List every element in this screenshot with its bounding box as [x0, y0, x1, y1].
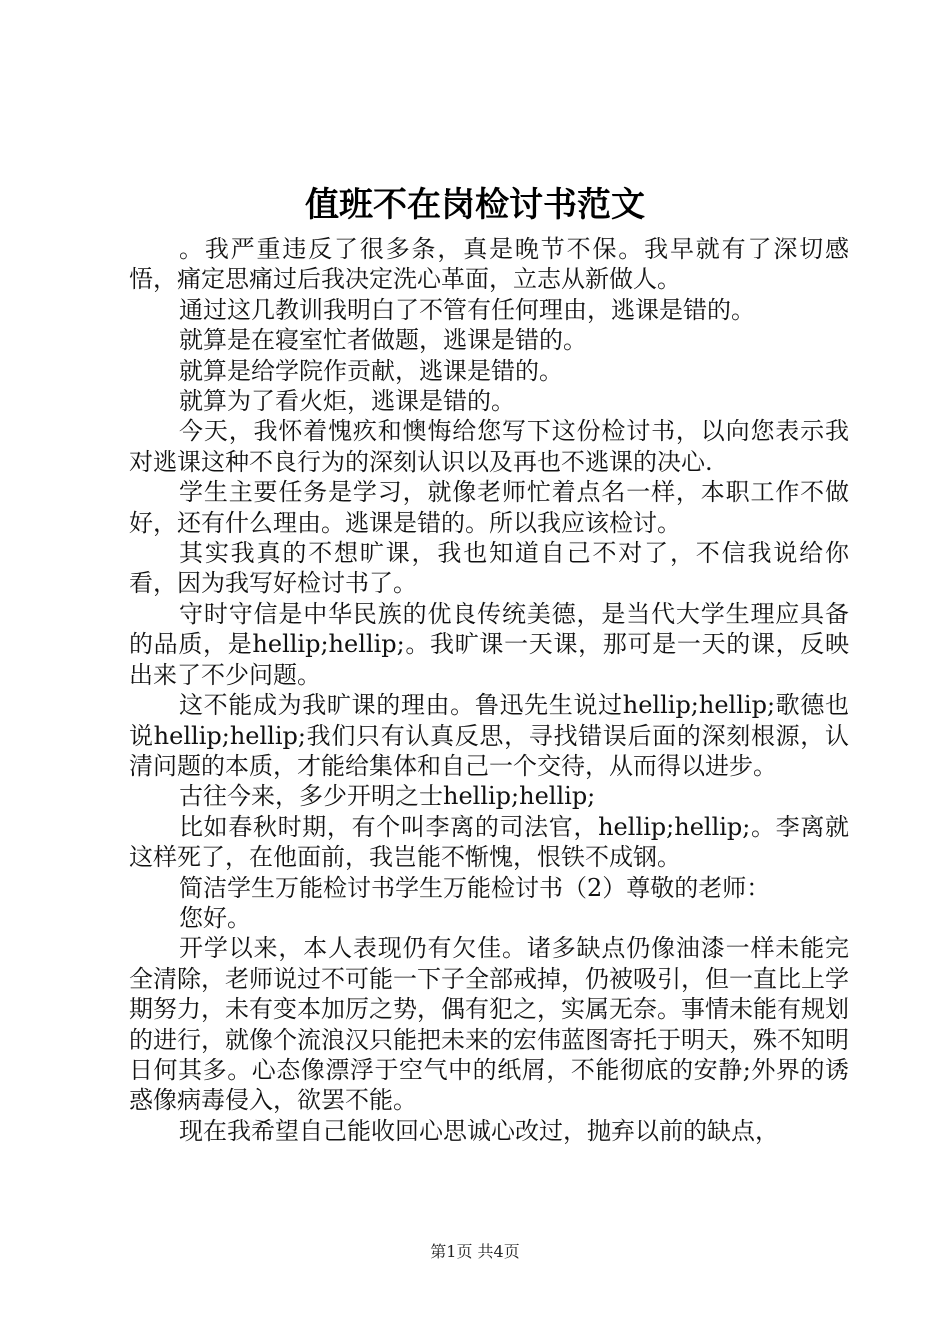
paragraph: 通过这几教训我明白了不管有任何理由，逃课是错的。	[179, 295, 755, 324]
paragraph: 就算是在寝室忙者做题，逃课是错的。	[179, 326, 587, 355]
paragraph: 简洁学生万能检讨书学生万能检讨书（2）尊敬的老师：	[179, 873, 771, 902]
paragraph: 其实我真的不想旷课，我也知道自己不对了，不信我说给你看，因为我写好检讨书了。	[129, 539, 849, 598]
paragraph: 就算为了看火炬，逃课是错的。	[179, 387, 515, 416]
page-number-footer: 第1页 共4页	[430, 1242, 520, 1261]
paragraph: 开学以来，本人表现仍有欠佳。诸多缺点仍像油漆一样未能完全清除，老师说过不可能一下子全部戒掉，仍被吸引，但一直比上学期努力，未有变本加厉之势，偶有犯之，实属无奈。事情未能有规划的进行，就像个流浪汉只能把未来的宏伟蓝图寄托于明天，殊不知明日何其多。心态像漂浮于空气中的纸屑，不能彻底的安静;外界的诱惑像病毒侵入，欲罢不能。	[129, 934, 849, 1115]
paragraph: 这不能成为我旷课的理由。鲁迅先生说过hellip;hellip;歌德也说hellip;hellip;我们只有认真反思，寻找错误后面的深刻根源，认清问题的本质，才能给集体和自己一个交待，从而得以进步。	[129, 691, 849, 780]
document-body	[129, 234, 849, 1146]
paragraph: 比如春秋时期，有个叫李离的司法官，hellip;hellip;。李离就这样死了，在他面前，我岂能不惭愧，恨铁不成钢。	[129, 812, 849, 872]
paragraph: 古往今来，多少开明之士hellip;hellip;	[179, 782, 596, 811]
paragraph: 守时守信是中华民族的优良传统美德，是当代大学生理应具备的品质，是hellip;hellip;。我旷课一天课，那可是一天的课，反映出来了不少问题。	[129, 599, 849, 689]
document-title: 值班不在岗检讨书范文	[305, 185, 645, 225]
paragraph: 今天，我怀着愧疚和懊悔给您写下这份检讨书，以向您表示我对逃课这种不良行为的深刻认识以及再也不逃课的决心.	[129, 417, 849, 476]
paragraph: 。我严重违反了很多条，真是晚节不保。我早就有了深切感悟，痛定思痛过后我决定洗心革面，立志从新做人。	[129, 235, 849, 294]
paragraph: 现在我希望自己能收回心思诚心改过，抛弃以前的缺点，	[179, 1116, 779, 1145]
paragraph: 您好。	[179, 903, 251, 932]
paragraph: 学生主要任务是学习，就像老师忙着点名一样，本职工作不做好，还有什么理由。逃课是错的。所以我应该检讨。	[129, 478, 849, 537]
paragraph: 就算是给学院作贡献，逃课是错的。	[179, 356, 563, 385]
